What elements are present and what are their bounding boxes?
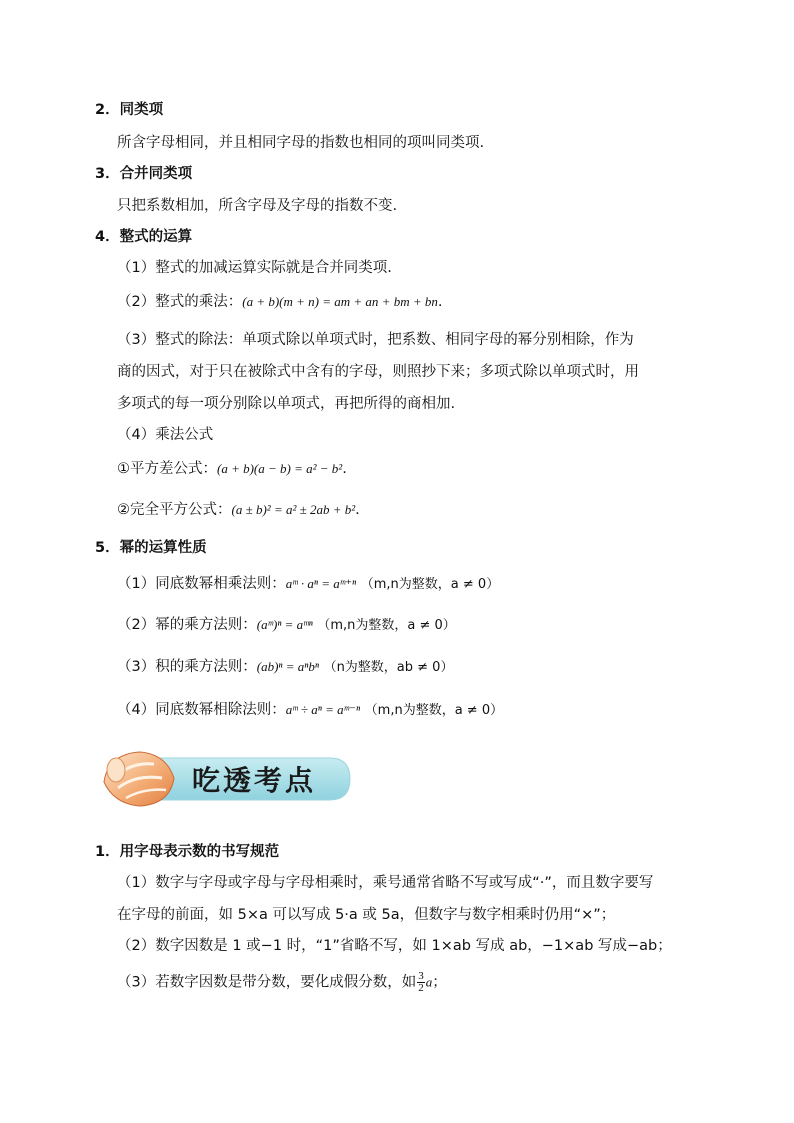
ops-item-divide-line1: （3）整式的除法：单项式除以单项式时，把系数、相同字母的幂分别相除，作为 [117, 332, 634, 348]
ops-item-formulas: （4）乘法公式 [117, 427, 214, 443]
rule1-condition: （m,n为整数，a ≠ 0） [360, 577, 500, 592]
rule1-label: （1）同底数幂相乘法则： [117, 576, 286, 592]
formula-square-expression: (a ± b)² = a² ± 2ab + b² [231, 502, 356, 517]
section-heading-writing-norms: 1．用字母表示数的书写规范 [95, 844, 280, 860]
rule4-formula: aᵐ ÷ aⁿ = aᵐ⁻ⁿ [285, 702, 361, 717]
ops-multiply-formula: (a + b)(m + n) = am + an + bm + bn [242, 294, 438, 309]
formula-difference-of-squares: ①平方差公式：(a + b)(a − b) = a² − b². [117, 461, 347, 477]
banner-title: 吃透考点 [192, 764, 317, 797]
norm-3-fraction [417, 971, 425, 994]
rule2-condition: （m,n为整数，a ≠ 0） [317, 618, 456, 633]
rule1-formula: aᵐ · aⁿ = aᵐ⁺ⁿ [285, 576, 357, 591]
ops-item-add-sub: （1）整式的加减运算实际就是合并同类项. [117, 260, 392, 276]
norm-1-line2: 在字母的前面，如 5×a 可以写成 5·a 或 5a，但数字与数字相乘时仍用“×”； [117, 907, 616, 923]
section-heading-powers: 5．幂的运算性质 [95, 540, 207, 556]
combine-definition: 只把系数相加，所含字母及字母的指数不变. [117, 198, 398, 214]
ops-item-divide-line3: 多项式的每一项分别除以单项式，再把所得的商相加. [117, 396, 456, 412]
like-terms-definition: 所含字母相同，并且相同字母的指数也相同的项叫同类项. [117, 135, 485, 151]
banner-graphic [100, 748, 355, 810]
ops-item-multiply: （2）整式的乘法：(a + b)(m + n) = am + an + bm + bn. [117, 294, 443, 310]
formula-perfect-square: ②完全平方公式：(a ± b)² = a² ± 2ab + b². [117, 502, 360, 518]
rule3-formula: (ab)ⁿ = aⁿbⁿ [256, 659, 319, 674]
norm-3-end: ； [432, 974, 447, 991]
rule3-label: （3）积的乘方法则： [117, 659, 257, 675]
rule3-condition: （n为整数，ab ≠ 0） [323, 660, 454, 675]
norm-3-text: （3）若数字因数是带分数，要化成假分数，如 [117, 974, 417, 991]
rule4-label: （4）同底数幂相除法则： [117, 702, 286, 718]
section-heading-operations: 4．整式的运算 [95, 229, 193, 245]
formula-diff-expression: (a + b)(a − b) = a² − b² [217, 461, 343, 476]
ops-multiply-label: （2）整式的乘法： [117, 294, 243, 310]
powers-rule-4 [117, 700, 503, 721]
section-banner [100, 748, 355, 810]
norm-2: （2）数字因数是 1 或−1 时，“1”省略不写，如 1×ab 写成 ab，−1×ab 写成−ab； [117, 938, 672, 954]
rule2-formula: (aᵐ)ⁿ = aᵐⁿ [256, 617, 313, 632]
formula-diff-label: ①平方差公式： [117, 461, 217, 477]
norm-3 [117, 971, 447, 994]
norm-3-variable: a [425, 974, 433, 990]
powers-rule-1 [117, 574, 499, 595]
norm-1-line1: （1）数字与字母或字母与字母相乘时，乘号通常省略不写或写成“·”，而且数字要写 [117, 875, 654, 891]
powers-rule-3 [117, 657, 453, 678]
rule2-label: （2）幂的乘方法则： [117, 617, 257, 633]
powers-rule-2 [117, 615, 456, 636]
rule4-condition: （m,n为整数，a ≠ 0） [364, 703, 504, 718]
ops-item-divide-line2: 商的因式，对于只在被除式中含有的字母，则照抄下来；多项式除以单项式时，用 [117, 364, 639, 380]
fraction-denominator: 2 [418, 982, 424, 994]
fraction-numerator: 3 [418, 970, 424, 982]
section-heading-like-terms: 2．同类项 [95, 102, 164, 118]
section-heading-combine: 3．合并同类项 [95, 166, 193, 182]
formula-square-label: ②完全平方公式： [117, 502, 232, 518]
